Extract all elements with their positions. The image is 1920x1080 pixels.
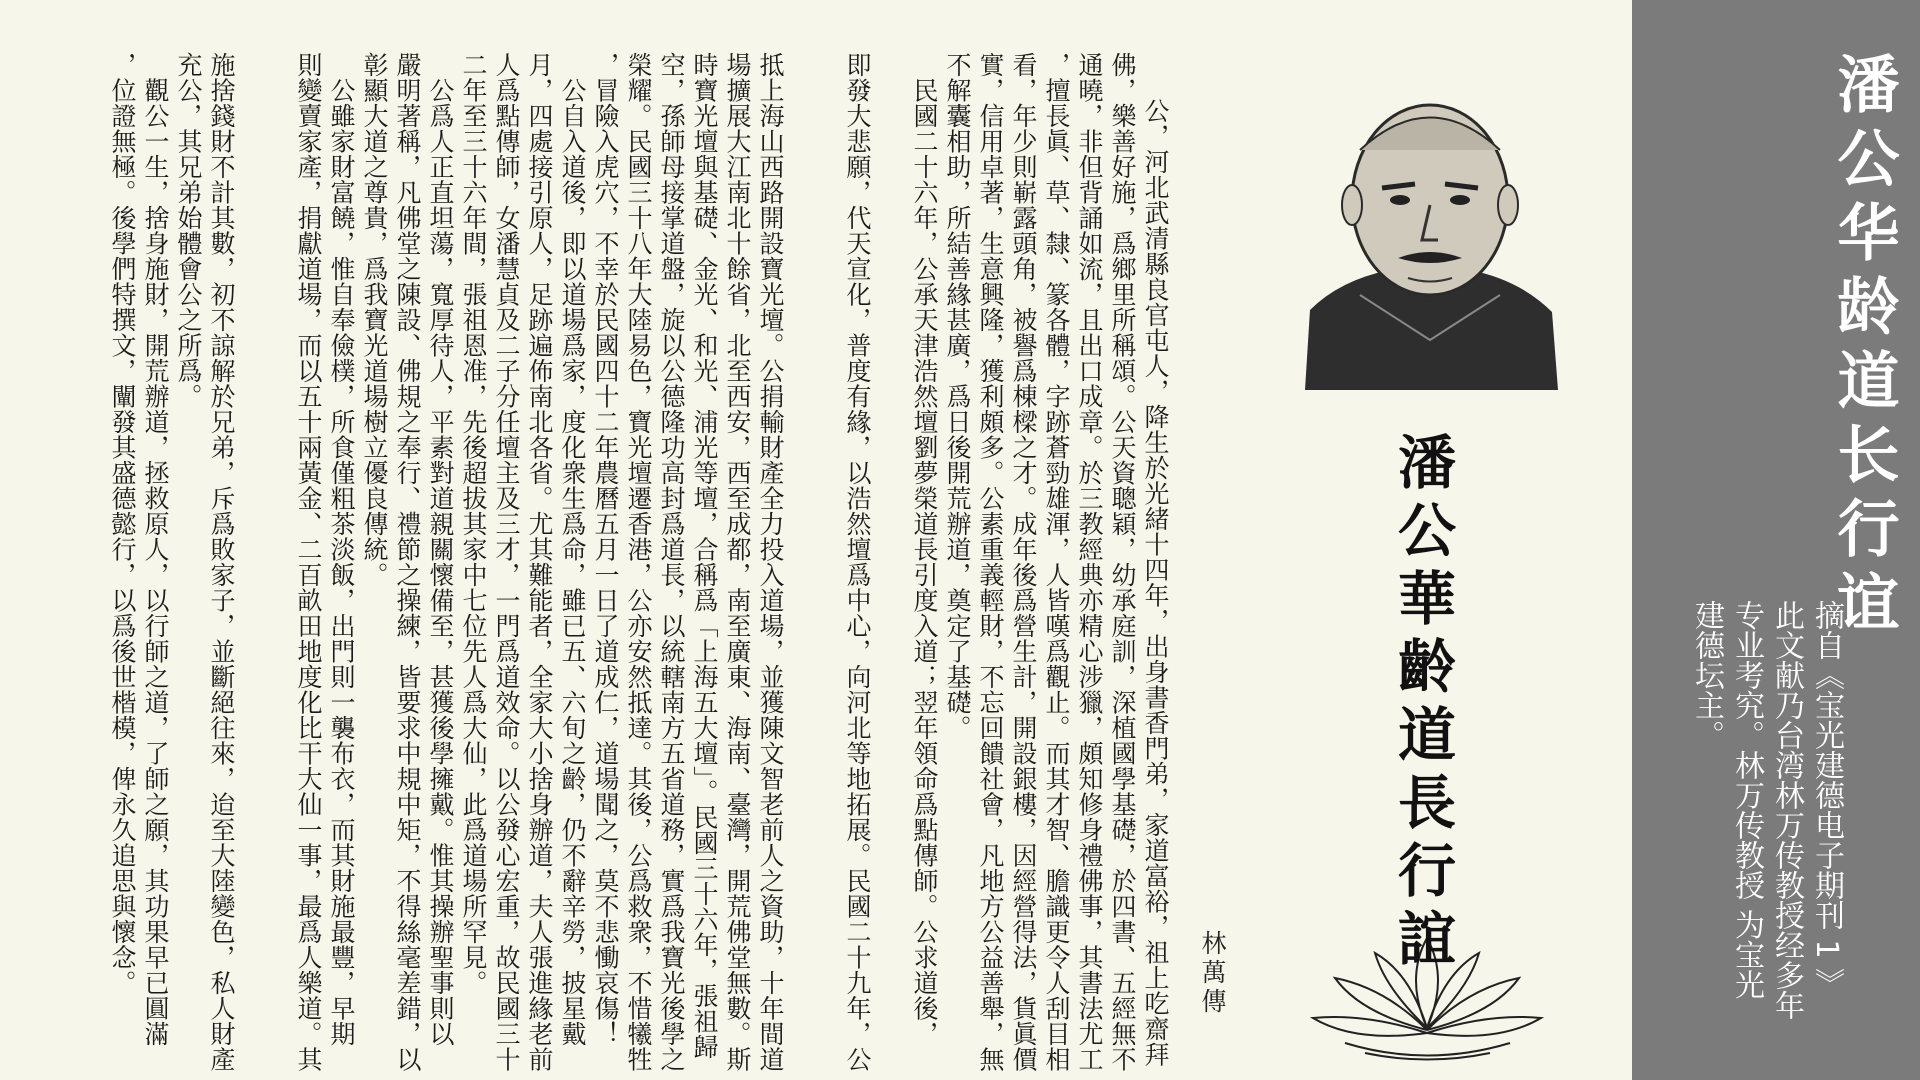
text-column: 充公，其兄弟始體會公之所爲。 <box>174 52 203 409</box>
text-column: 公自入道後，即以道場爲家，度化衆生爲命，雖已五、六旬之齡，仍不辭辛勞，披星戴 <box>558 52 587 1047</box>
sidebar-note-line: 建德坛主。 <box>1689 600 1724 750</box>
text-column: 月，四處接引原人，足跡遍佈南北各省。尤其難能者，全家大小捨身辦道，夫人張進緣老前 <box>525 52 554 1072</box>
text-column: 施捨錢財不計其數，初不諒解於兄弟，斥爲敗家子，並斷絕往來，迨至大陸變色，私人財產 <box>207 52 236 1072</box>
sidebar-note-line: 摘自《宝光建德电子期刊 1 》 <box>1809 600 1844 999</box>
text-column: 榮耀。民國三十八年大陸易色，寶光壇遷香港，公亦安然抵達。其後，公爲救衆，不惜犧牲 <box>624 52 653 1072</box>
text-column: 公雖家財富饒，惟自奉儉樸，所食僅粗茶淡飯，出門則一襲布衣，而其財施最豐，早期 <box>327 52 356 1047</box>
annotation-sidebar <box>1632 0 1920 1080</box>
text-column: 公爲人正直坦蕩，寬厚待人，平素對道親關懷備至，甚獲後學擁戴。惟其操辦聖事則以 <box>426 52 455 1047</box>
text-column: 則變賣家產，捐獻道場，而以五十兩黃金、二百畝田地度化比干大仙一事，最爲人樂道。其 <box>294 52 323 1072</box>
text-column: 嚴明著稱，凡佛堂之陳設、佛規之奉行、禮節之操練，皆要求中規中矩，不得絲毫差錯，以 <box>393 52 422 1072</box>
text-column: 即發大悲願，代天宣化，普度有緣，以浩然壇爲中心，向河北等地拓展。民國二十九年，公 <box>843 52 872 1072</box>
text-column: 看，年少則嶄露頭角，被譽爲棟樑之才。成年後爲營生計，開設銀樓，因經營得法，貨眞價 <box>1009 52 1038 1072</box>
sidebar-note-line: 此文献乃台湾林万传教授经多年 <box>1769 600 1804 1020</box>
text-column: 民國二十六年，公承天津浩然壇劉夢榮道長引度入道；翌年領命爲點傳師。公求道後， <box>910 52 939 1047</box>
text-column: 通曉，非但背誦如流，且出口成章。於三教經典亦精心涉獵，頗知修身禮佛事，其書法尤工 <box>1075 52 1104 1072</box>
sidebar-note-line: 专业考究。林万传教授 为宝光 <box>1729 600 1764 1000</box>
text-column: ，冒險入虎穴，不幸於民國四十二年農曆五月一日了道成仁，道場聞之，莫不悲慟哀傷！ <box>591 52 620 1047</box>
text-column: 實，信用卓著，生意興隆，獲利頗多。公素重義輕財，不忘回饋社會，凡地方公益善舉，無 <box>976 52 1005 1072</box>
text-column: 佛，樂善好施，爲鄉里所稱頌。公天資聰穎，幼承庭訓，深植國學基礎，於四書、五經無不 <box>1108 52 1137 1072</box>
article-title: 潘公華齡道長行誼 <box>1388 432 1456 976</box>
text-column: 場擴展大江南北十餘省，北至西安，西至成都，南至廣東、海南、臺灣，開荒佛堂無數。斯 <box>723 52 752 1072</box>
text-column: 人爲點傳師，女潘慧貞及二子分任壇主及三才，一門爲道效命。以公發心宏重，故民國三十 <box>492 52 521 1072</box>
article-author: 林萬傳 <box>1198 930 1227 1017</box>
sidebar-title: 潘公华龄道长行谊 <box>1827 52 1900 644</box>
text-column: 抵上海山西路開設寶光壇。公捐輸財產全力投入道場，並獲陳文智老前人之資助，十年間道 <box>756 52 785 1072</box>
text-column: 觀公一生，捨身施財，開荒辦道，拯救原人，以行師之道，了師之願，其功果早已圓滿 <box>141 52 170 1047</box>
text-column: 彰顯大道之尊貴，爲我寶光道場樹立優良傳統。 <box>360 52 389 588</box>
text-column: ，位證無極。後學們特撰文，闡發其盛德懿行，以爲後世楷模，俾永久追思與懷念。 <box>108 52 137 996</box>
text-column: 時寶光壇與基礎、金光、和光、浦光等壇，合稱爲「上海五大壇」。民國三十六年，張祖歸 <box>690 52 719 1060</box>
portrait-illustration <box>1300 80 1560 390</box>
text-column: 二年至三十六年間，張祖恩准，先後超拔其家中七位先人爲大仙，此爲道場所罕見。 <box>459 52 488 996</box>
text-column: 公，河北武清縣良官屯人，降生於光緒十四年，出身書香門弟，家道富裕，祖上吃齋拜 <box>1141 98 1170 1067</box>
text-column: 不解囊相助，所結善緣甚廣，爲日後開荒辦道，奠定了基礎。 <box>943 52 972 741</box>
text-column: 空，孫師母接掌道盤，旋以公德隆功高封爲道長，以統轄南方五省道務，實爲我寶光後學之 <box>657 52 686 1072</box>
text-column: ，擅長眞、草、隸、篆各體，字跡蒼勁雄渾，人皆嘆爲觀止。而其才智、膽識更令人刮目相 <box>1042 52 1071 1072</box>
